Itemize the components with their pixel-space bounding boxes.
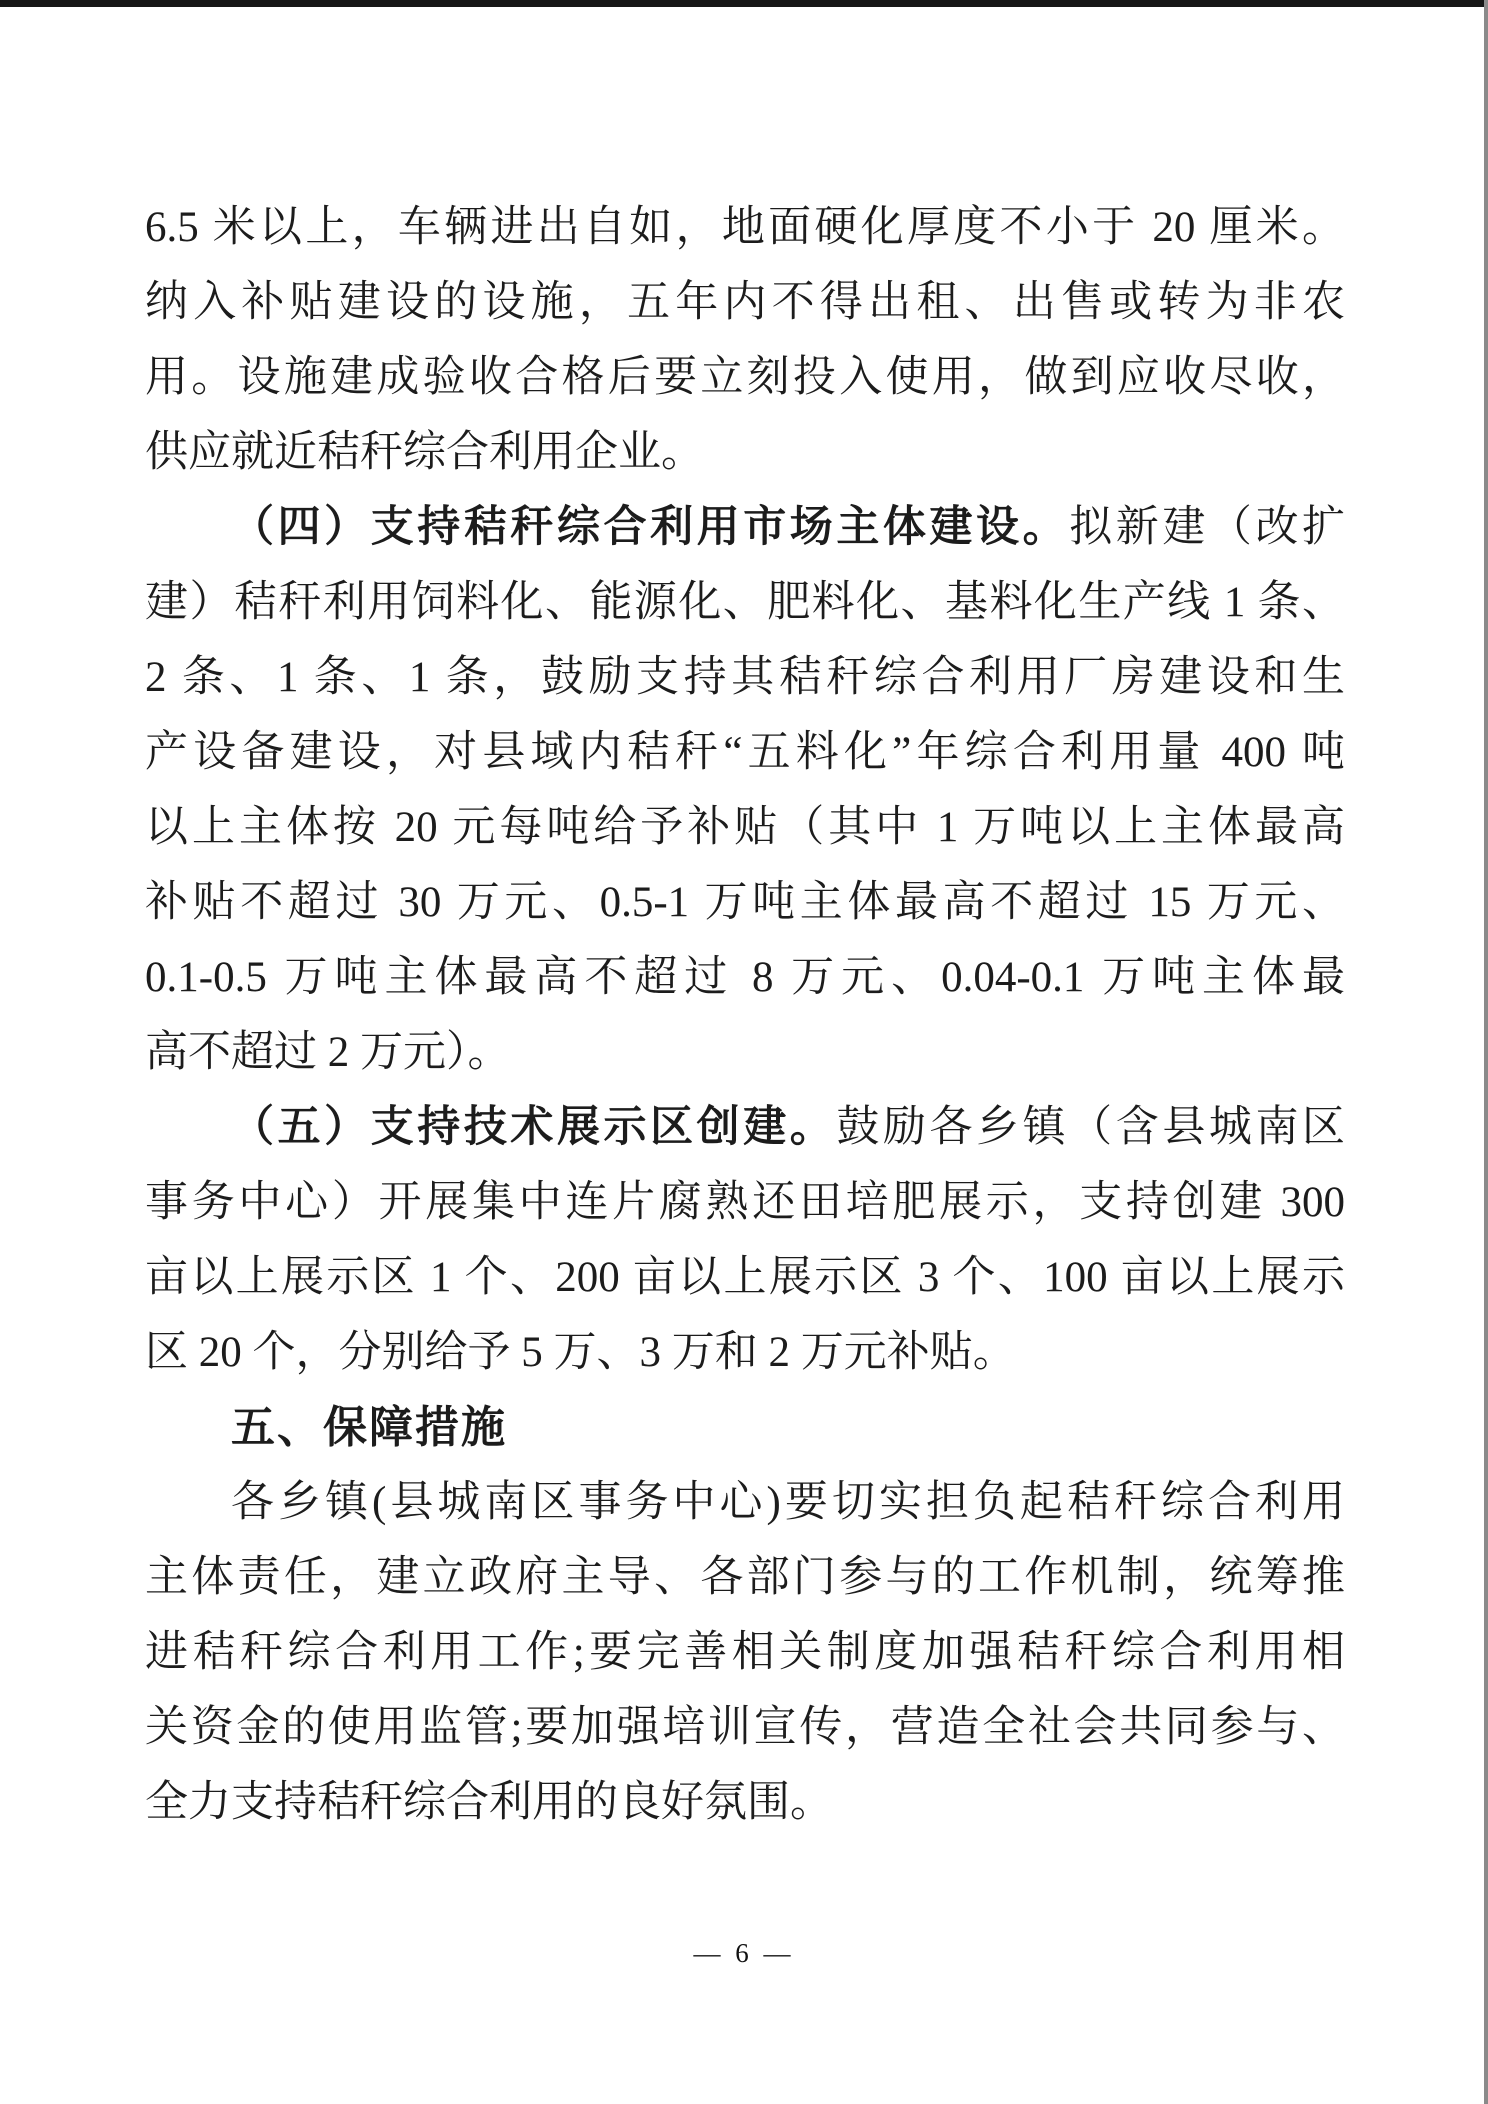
page-number: — 6 — [693,1938,795,1968]
text-segment: 高不超过 2 万元）。 [145,1029,511,1076]
text-line [145,190,1345,265]
scan-edge-top [0,0,1484,7]
text-line [145,490,1345,565]
text-segment: 进秸秆综合利用工作;要完善相关制度加强秸秆综合利用相 [145,1629,1345,1676]
scan-edge-right [1484,0,1488,2104]
text-line [145,415,1345,490]
text-line [145,1690,1345,1765]
document-body-text [145,190,1345,1840]
text-segment: 补贴不超过 30 万元、0.5-1 万吨主体最高不超过 15 万元、 [145,879,1345,926]
text-segment: 建）秸秆利用饲料化、能源化、肥料化、基料化生产线 1 条、 [145,579,1345,626]
text-segment: 主体责任，建立政府主导、各部门参与的工作机制，统筹推 [145,1554,1345,1601]
text-line [145,1540,1345,1615]
text-line [145,715,1345,790]
text-line [145,1165,1345,1240]
text-line [145,1240,1345,1315]
text-line [145,1765,1345,1840]
text-segment: 产设备建设，对县域内秸秆“五料化”年综合利用量 400 吨 [145,729,1345,776]
text-segment: 鼓励各乡镇（含县城南区 [836,1104,1346,1151]
text-segment-bold: 五、保障措施 [231,1403,507,1452]
text-segment: 用。设施建成验收合格后要立刻投入使用，做到应收尽收， [145,354,1345,401]
text-line [145,865,1345,940]
text-line [145,565,1345,640]
text-line [145,640,1345,715]
text-line [145,1465,1345,1540]
text-segment: 以上主体按 20 元每吨给予补贴（其中 1 万吨以上主体最高 [145,804,1345,851]
text-segment: 2 条、1 条、1 条，鼓励支持其秸秆综合利用厂房建设和生 [145,654,1345,701]
text-segment-bold: （四）支持秸秆综合利用市场主体建设。 [231,504,1070,551]
text-line [145,1015,1345,1090]
text-segment: 各乡镇(县城南区事务中心)要切实担负起秸秆综合利用 [231,1479,1345,1526]
text-line [145,940,1345,1015]
text-segment-bold: （五）支持技术展示区创建。 [231,1104,837,1151]
text-line [145,1315,1345,1390]
text-line [145,790,1345,865]
text-segment: 0.1-0.5 万吨主体最高不超过 8 万元、0.04-0.1 万吨主体最 [145,954,1345,1001]
text-line [145,265,1345,340]
text-segment: 全力支持秸秆综合利用的良好氛围。 [145,1779,833,1826]
text-line [145,340,1345,415]
text-segment: 事务中心）开展集中连片腐熟还田培肥展示，支持创建 300 [145,1179,1345,1226]
text-line [145,1615,1345,1690]
text-segment: 6.5 米以上，车辆进出自如，地面硬化厚度不小于 20 厘米。 [145,204,1345,251]
text-segment: 拟新建（改扩 [1069,504,1346,551]
text-segment: 区 20 个，分别给予 5 万、3 万和 2 万元补贴。 [145,1329,1016,1376]
text-segment: 供应就近秸秆综合利用企业。 [145,429,704,476]
text-line [145,1390,1345,1465]
text-segment: 亩以上展示区 1 个、200 亩以上展示区 3 个、100 亩以上展示 [145,1254,1345,1301]
text-segment: 纳入补贴建设的设施，五年内不得出租、出售或转为非农 [145,279,1345,326]
text-line [145,1090,1345,1165]
text-segment: 关资金的使用监管;要加强培训宣传，营造全社会共同参与、 [145,1704,1345,1751]
